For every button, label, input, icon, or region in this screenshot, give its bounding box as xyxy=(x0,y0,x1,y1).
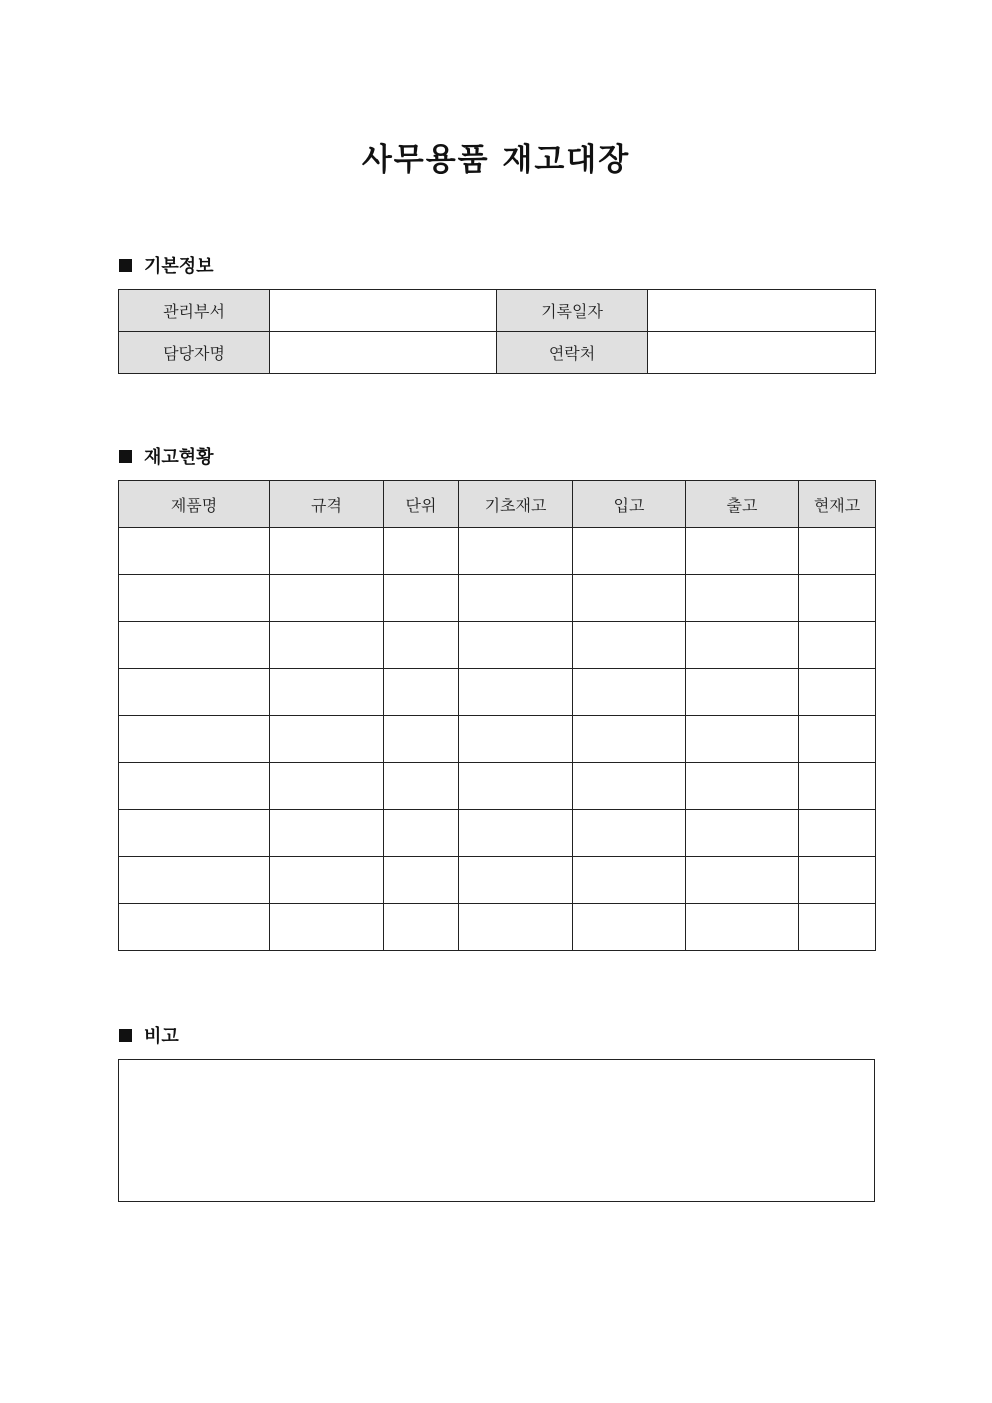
cell-current-stock[interactable] xyxy=(799,904,876,951)
cell-unit[interactable] xyxy=(384,716,459,763)
square-bullet-icon xyxy=(119,1029,132,1042)
square-bullet-icon xyxy=(119,450,132,463)
cell-unit[interactable] xyxy=(384,669,459,716)
section-title: 재고현황 xyxy=(144,447,214,468)
header-opening-stock: 기초재고 xyxy=(459,481,573,528)
cell-stock-out[interactable] xyxy=(686,904,799,951)
cell-opening-stock[interactable] xyxy=(459,904,573,951)
cell-stock-in[interactable] xyxy=(573,669,686,716)
header-specification: 규격 xyxy=(270,481,384,528)
cell-opening-stock[interactable] xyxy=(459,810,573,857)
field-record-date[interactable] xyxy=(648,290,876,332)
cell-current-stock[interactable] xyxy=(799,622,876,669)
cell-stock-in[interactable] xyxy=(573,904,686,951)
cell-stock-out[interactable] xyxy=(686,716,799,763)
header-current-stock: 현재고 xyxy=(799,481,876,528)
cell-opening-stock[interactable] xyxy=(459,622,573,669)
cell-stock-in[interactable] xyxy=(573,528,686,575)
cell-unit[interactable] xyxy=(384,904,459,951)
section-heading-stock-status xyxy=(119,444,214,468)
cell-product-name[interactable] xyxy=(119,763,270,810)
cell-current-stock[interactable] xyxy=(799,716,876,763)
cell-current-stock[interactable] xyxy=(799,810,876,857)
cell-stock-in[interactable] xyxy=(573,575,686,622)
cell-stock-out[interactable] xyxy=(686,622,799,669)
table-row xyxy=(119,810,876,857)
cell-specification[interactable] xyxy=(270,622,384,669)
section-title: 기본정보 xyxy=(144,256,214,277)
cell-product-name[interactable] xyxy=(119,904,270,951)
document-title: 사무용품 재고대장 xyxy=(361,142,631,178)
cell-stock-out[interactable] xyxy=(686,763,799,810)
cell-current-stock[interactable] xyxy=(799,528,876,575)
cell-unit[interactable] xyxy=(384,622,459,669)
cell-stock-out[interactable] xyxy=(686,669,799,716)
cell-unit[interactable] xyxy=(384,810,459,857)
header-product-name: 제품명 xyxy=(119,481,270,528)
cell-product-name[interactable] xyxy=(119,857,270,904)
cell-stock-in[interactable] xyxy=(573,622,686,669)
stock-table xyxy=(118,480,876,951)
cell-unit[interactable] xyxy=(384,763,459,810)
section-heading-basic-info xyxy=(119,253,214,277)
cell-current-stock[interactable] xyxy=(799,857,876,904)
header-stock-in: 입고 xyxy=(573,481,686,528)
table-row xyxy=(119,669,876,716)
basic-info-table xyxy=(118,289,876,374)
cell-specification[interactable] xyxy=(270,528,384,575)
cell-stock-out[interactable] xyxy=(686,810,799,857)
cell-stock-in[interactable] xyxy=(573,716,686,763)
table-row xyxy=(119,716,876,763)
section-title: 비고 xyxy=(144,1026,179,1047)
cell-product-name[interactable] xyxy=(119,622,270,669)
cell-stock-in[interactable] xyxy=(573,763,686,810)
cell-specification[interactable] xyxy=(270,810,384,857)
cell-product-name[interactable] xyxy=(119,528,270,575)
cell-opening-stock[interactable] xyxy=(459,716,573,763)
table-row xyxy=(119,904,876,951)
cell-stock-in[interactable] xyxy=(573,810,686,857)
header-unit: 단위 xyxy=(384,481,459,528)
table-header-row xyxy=(119,481,876,528)
cell-specification[interactable] xyxy=(270,857,384,904)
header-stock-out: 출고 xyxy=(686,481,799,528)
remarks-box[interactable] xyxy=(118,1059,875,1202)
cell-opening-stock[interactable] xyxy=(459,669,573,716)
table-row xyxy=(119,290,876,332)
cell-opening-stock[interactable] xyxy=(459,528,573,575)
table-row xyxy=(119,622,876,669)
cell-opening-stock[interactable] xyxy=(459,763,573,810)
cell-specification[interactable] xyxy=(270,904,384,951)
table-row xyxy=(119,332,876,374)
cell-unit[interactable] xyxy=(384,575,459,622)
cell-product-name[interactable] xyxy=(119,716,270,763)
cell-current-stock[interactable] xyxy=(799,575,876,622)
label-contact: 연락처 xyxy=(497,332,648,374)
square-bullet-icon xyxy=(119,259,132,272)
cell-stock-out[interactable] xyxy=(686,528,799,575)
label-department: 관리부서 xyxy=(119,290,270,332)
cell-stock-in[interactable] xyxy=(573,857,686,904)
cell-stock-out[interactable] xyxy=(686,575,799,622)
cell-current-stock[interactable] xyxy=(799,763,876,810)
label-manager-name: 담당자명 xyxy=(119,332,270,374)
table-row xyxy=(119,763,876,810)
field-contact[interactable] xyxy=(648,332,876,374)
field-manager-name[interactable] xyxy=(270,332,497,374)
cell-specification[interactable] xyxy=(270,575,384,622)
cell-unit[interactable] xyxy=(384,528,459,575)
cell-product-name[interactable] xyxy=(119,669,270,716)
table-row xyxy=(119,575,876,622)
table-row xyxy=(119,857,876,904)
cell-current-stock[interactable] xyxy=(799,669,876,716)
cell-specification[interactable] xyxy=(270,716,384,763)
cell-opening-stock[interactable] xyxy=(459,857,573,904)
label-record-date: 기록일자 xyxy=(497,290,648,332)
cell-stock-out[interactable] xyxy=(686,857,799,904)
table-row xyxy=(119,528,876,575)
section-heading-remarks xyxy=(119,1023,179,1047)
cell-unit[interactable] xyxy=(384,857,459,904)
cell-product-name[interactable] xyxy=(119,810,270,857)
cell-specification[interactable] xyxy=(270,669,384,716)
cell-specification[interactable] xyxy=(270,763,384,810)
cell-opening-stock[interactable] xyxy=(459,575,573,622)
field-department[interactable] xyxy=(270,290,497,332)
cell-product-name[interactable] xyxy=(119,575,270,622)
